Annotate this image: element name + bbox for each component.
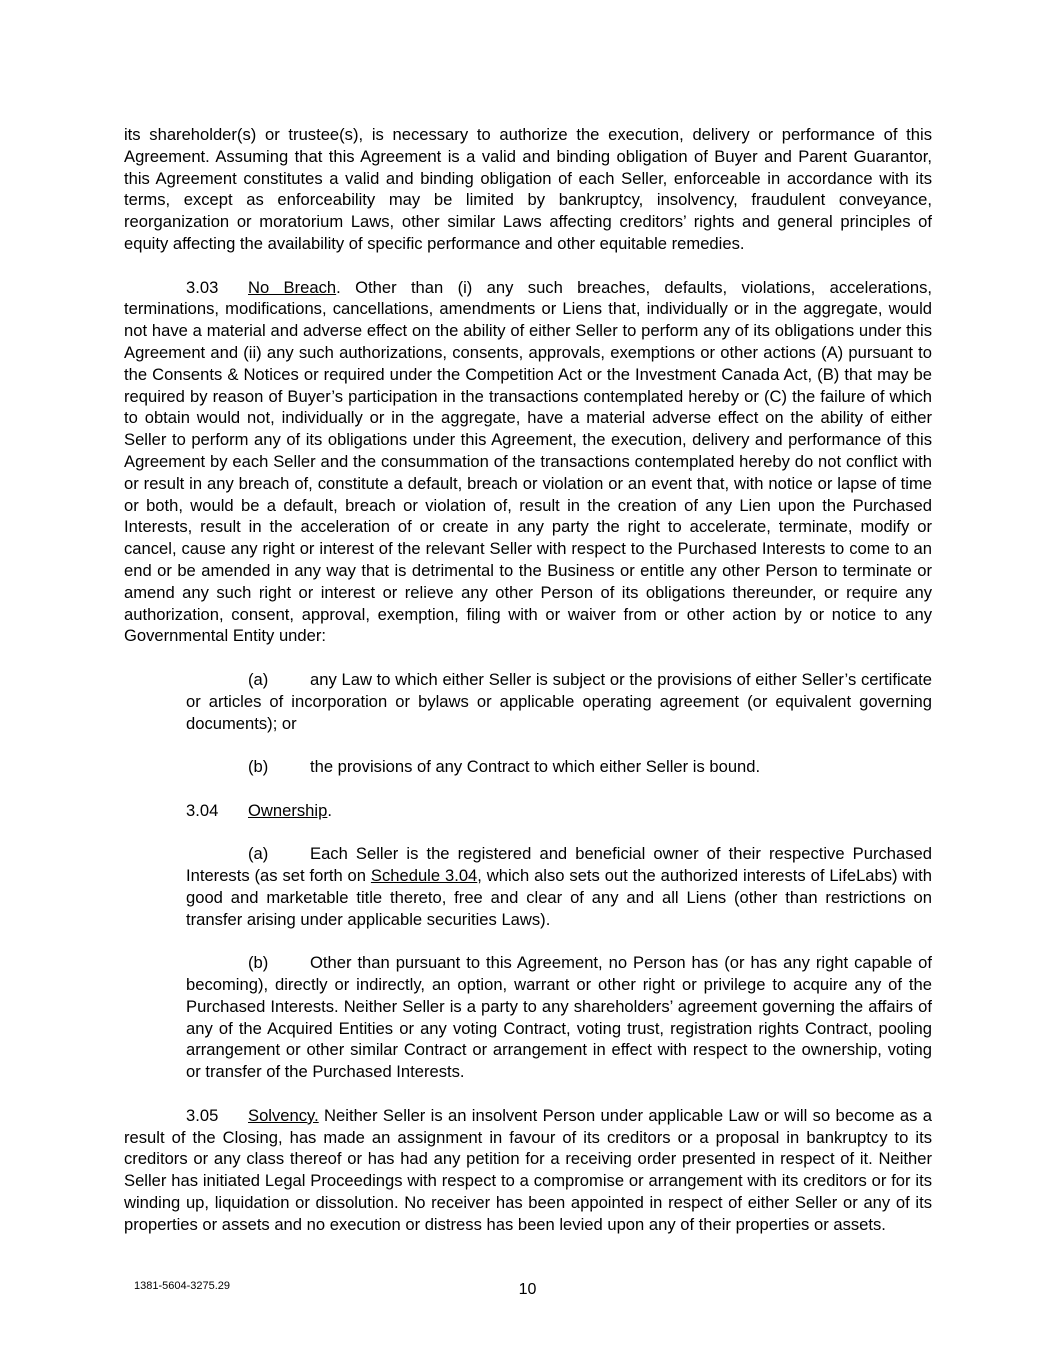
- section-3-04-item-b: [186, 952, 932, 1083]
- section-number: 3.04: [186, 800, 219, 820]
- intro-paragraph: its shareholder(s) or trustee(s), is necessary to authorize the execution, delivery or performance of this Agreement. Assuming that this Agreement is a valid and binding obligation of Buyer and Parent Guarantor, this Agreement constitutes a valid and binding obligation of each Seller, enforceable in accordance with its terms, except as enforceability may be limited by bankruptcy, insolvency, fraudulent conveyance, reorganization or moratorium Laws, other similar Laws affecting creditors’ rights and general principles of equity affecting the availability of specific performance and other equitable remedies.: [124, 125, 932, 253]
- document-body: [124, 124, 932, 1236]
- section-3-05-paragraph: [124, 1105, 932, 1236]
- item-marker: (b): [248, 953, 269, 973]
- section-text: . Other than (i) any such breaches, defaults, violations, accelerations, terminations, modifications, cancellations, amendments or Liens that, individually or in the aggregate, would not have a material and adverse effect on the ability of either Seller to perform any of its obligations under this Agreement and (ii) any such authorizations, consents, approvals, exemptions or other actions (A) pursuant to the Consents & Notices or required under the Competition Act or the Investment Canada Act, (B) that may be required by reason of Buyer’s participation in the transactions contemplated hereby or (C) the failure of which to obtain would not, individually or in the aggregate, have a material adverse effect on the ability of either Seller to perform any of its obligations under this Agreement, the execution, delivery and performance of this Agreement by each Seller and the consummation of the transactions contemplated hereby do not conflict with or result in any breach of, constitute a default, breach or violation or an event that, with notice or lapse of time or both, would be a default, breach or violation of, result in the creation of any Lien upon the Purchased Interests, result in the acceleration of or create in any party the right to accelerate, terminate, modify or cancel, cause any right or interest of the relevant Seller with respect to the Purchased Interests to come to an end or be amended in any way that is detrimental to the Business or entitle any other Person to terminate or amend any such right or interest or relieve any other Person of its obligations thereunder, or require any authorization, consent, approval, exemption, filing with or waiver from or other action by or notice to any Governmental Entity under:: [124, 277, 932, 646]
- section-title: Ownership: [248, 800, 328, 820]
- section-3-04-item-a: [186, 843, 932, 930]
- item-marker: (a): [248, 844, 269, 864]
- section-text: Neither Seller is an insolvent Person under applicable Law or will so become as a result of the Closing, has made an assignment in favour of its creditors or a proposal in bankruptcy to its creditors or any class thereof or has had any petition for a receiving order presented in respect of it. Neither Seller has initiated Legal Proceedings with respect to a compromise or arrangement with its creditors or for its winding up, liquidation or dissolution. No receiver has been appointed in respect of either Seller or any of its properties or assets and no execution or distress has been levied upon any of their properties or assets.: [124, 1105, 932, 1234]
- section-3-03-item-b: [186, 756, 932, 778]
- item-marker: (b): [248, 757, 269, 777]
- document-id: 1381-5604-3275.29: [134, 1280, 231, 1292]
- section-number: 3.03: [186, 277, 219, 297]
- item-text: any Law to which either Seller is subject or the provisions of either Seller’s certificate or articles of incorporation or bylaws or applicable operating agreement (or equivalent governing documents); or: [186, 669, 932, 733]
- section-3-03-item-a: [186, 669, 932, 734]
- section-number: 3.05: [186, 1105, 219, 1125]
- item-text: the provisions of any Contract to which either Seller is bound.: [310, 757, 761, 777]
- page-number: 10: [518, 1281, 537, 1298]
- item-text-cont: , which also sets out the authorized interests of LifeLabs) with good and marketable title thereto, free and clear of any and all Liens (other than restrictions on transfer arising under applicable securities Laws).: [186, 866, 932, 929]
- section-title: No Breach: [248, 277, 337, 297]
- item-marker: (a): [248, 669, 269, 689]
- item-text: Other than pursuant to this Agreement, no Person has (or has any right capable of becoming), directly or indirectly, an option, warrant or other right or privilege to acquire any of the Purchased Interests. Neither Seller is a party to any shareholders’ agreement governing the affairs of any of the Acquired Entities or any voting Contract, voting trust, registration rights Contract, pooling arrangement or other similar Contract or arrangement in effect with respect to the ownership, voting or transfer of the Purchased Interests.: [186, 953, 932, 1082]
- schedule-reference: Schedule 3.04: [370, 866, 478, 886]
- section-3-04-heading: [186, 800, 932, 822]
- section-title: Solvency.: [248, 1105, 319, 1125]
- section-title-end: .: [327, 800, 332, 820]
- section-3-03-paragraph: [124, 277, 932, 648]
- item-text: Each Seller is the registered and beneficial owner of their respective Purchased Interests (as set forth on: [186, 844, 932, 886]
